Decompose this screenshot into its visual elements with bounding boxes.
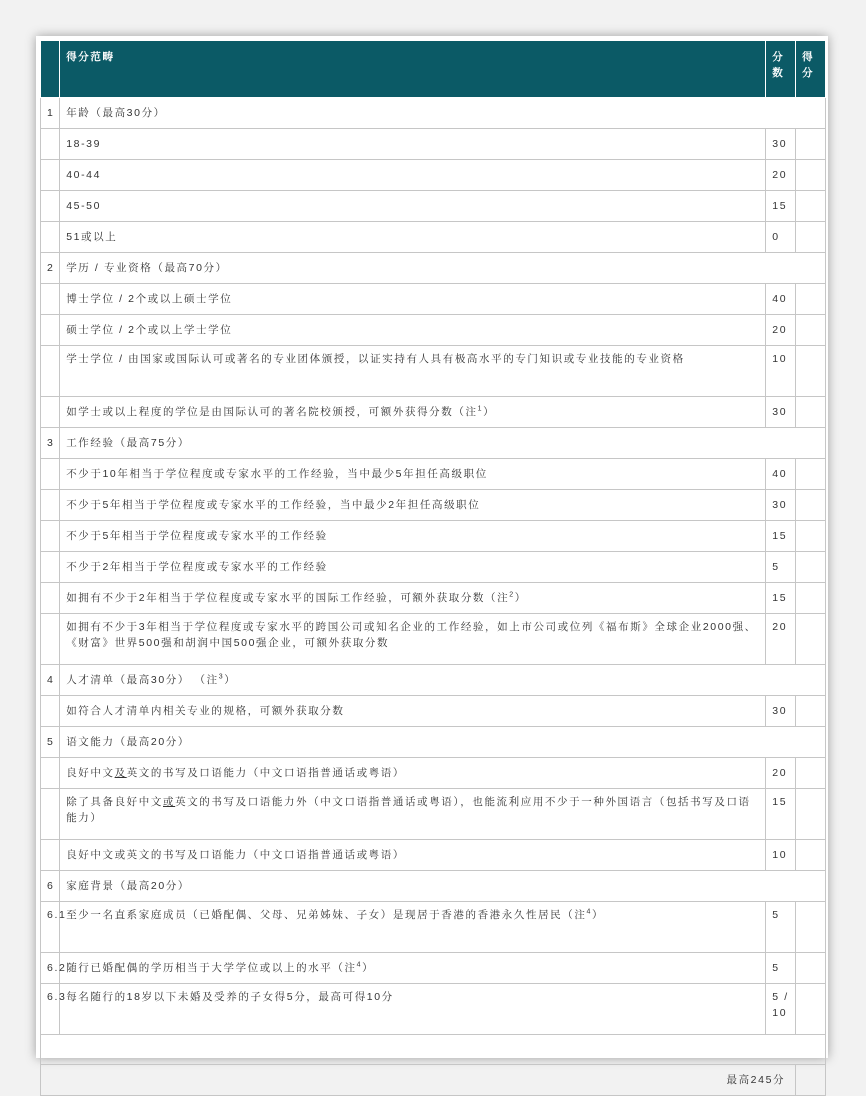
footnote-ref: 2 xyxy=(509,591,515,599)
row-points: 0 xyxy=(766,222,796,253)
row-label: 学士学位 / 由国家或国际认可或著名的专业团体颁授，以证实持有人具有极高水平的专门知识或专业技能的专业资格 xyxy=(60,346,766,397)
table-row xyxy=(41,129,826,160)
row-label: 如学士或以上程度的学位是由国际认可的著名院校颁授，可额外获得分数（注$^1$） xyxy=(60,397,766,428)
blank-row xyxy=(41,1035,826,1065)
score-cell xyxy=(796,284,826,315)
row-num: 6.3 xyxy=(41,984,60,1035)
table-row xyxy=(41,902,826,953)
header-category: 得分范畴 xyxy=(60,41,766,98)
row-points: 10 xyxy=(766,840,796,871)
section-num: 6 xyxy=(41,871,60,902)
table-row xyxy=(41,346,826,397)
footnote-ref: 1 xyxy=(477,405,484,413)
row-label: 51或以上 xyxy=(60,222,766,253)
section-row-talent xyxy=(41,665,826,696)
score-cell xyxy=(796,840,826,871)
footnote-ref: 4 xyxy=(586,908,592,916)
table-row xyxy=(41,160,826,191)
row-points: 40 xyxy=(766,284,796,315)
table-row xyxy=(41,521,826,552)
row-points: 40 xyxy=(766,459,796,490)
score-cell xyxy=(796,789,826,840)
score-cell xyxy=(796,459,826,490)
table-row xyxy=(41,222,826,253)
row-label: 如符合人才清单内相关专业的规格，可额外获取分数 xyxy=(60,696,766,727)
scoring-table xyxy=(40,40,826,1096)
row-points: 20 xyxy=(766,614,796,665)
score-cell xyxy=(796,696,826,727)
section-row-language xyxy=(41,727,826,758)
row-points: 20 xyxy=(766,160,796,191)
table-row xyxy=(41,984,826,1035)
row-label: 良好中文及英文的书写及口语能力（中文口语指普通话或粤语） xyxy=(60,758,766,789)
section-title: 人才清单（最高30分） （注$^3$） xyxy=(60,665,826,696)
row-points: 30 xyxy=(766,397,796,428)
section-num: 4 xyxy=(41,665,60,696)
footnote-ref: 3 xyxy=(218,673,225,681)
row-label: 不少于10年相当于学位程度或专家水平的工作经验，当中最少5年担任高级职位 xyxy=(60,459,766,490)
table-row xyxy=(41,614,826,665)
table-row xyxy=(41,191,826,222)
row-points: 5 xyxy=(766,953,796,984)
section-title: 年龄（最高30分） xyxy=(60,98,826,129)
table-row xyxy=(41,953,826,984)
row-label: 如拥有不少于3年相当于学位程度或专家水平的跨国公司或知名企业的工作经验，如上市公司或位列《福布斯》全球企业2000强、《财富》世界500强和胡润中国500强企业，可额外获取分数 xyxy=(60,614,766,665)
row-num: 6.1 xyxy=(41,902,60,953)
total-label: 最高245分 xyxy=(41,1065,796,1096)
row-label: 除了具备良好中文或英文的书写及口语能力外（中文口语指普通话或粤语），也能流利应用不少于一种外国语言（包括书写及口语能力） xyxy=(60,789,766,840)
row-label: 45-50 xyxy=(60,191,766,222)
total-row xyxy=(41,1065,826,1096)
score-cell xyxy=(796,160,826,191)
total-score-cell xyxy=(796,1065,826,1096)
table-row xyxy=(41,284,826,315)
section-title: 语文能力（最高20分） xyxy=(60,727,826,758)
section-row-education xyxy=(41,253,826,284)
table-row xyxy=(41,583,826,614)
table-row xyxy=(41,397,826,428)
row-points: 15 xyxy=(766,583,796,614)
score-cell xyxy=(796,397,826,428)
row-points: 15 xyxy=(766,521,796,552)
score-cell xyxy=(796,315,826,346)
section-num: 5 xyxy=(41,727,60,758)
section-row-work xyxy=(41,428,826,459)
row-label: 至少一名直系家庭成员（已婚配偶、父母、兄弟姊妹、子女）是现居于香港的香港永久性居民（注$^4$） xyxy=(60,902,766,953)
section-num: 3 xyxy=(41,428,60,459)
score-cell xyxy=(796,614,826,665)
score-cell xyxy=(796,191,826,222)
row-points: 30 xyxy=(766,490,796,521)
row-label: 良好中文或英文的书写及口语能力（中文口语指普通话或粤语） xyxy=(60,840,766,871)
row-num: 6.2 xyxy=(41,953,60,984)
score-cell xyxy=(796,902,826,953)
table-row xyxy=(41,789,826,840)
row-points: 5 / 10 xyxy=(766,984,796,1035)
score-cell xyxy=(796,984,826,1035)
row-label: 40-44 xyxy=(60,160,766,191)
row-label: 18-39 xyxy=(60,129,766,160)
table-row xyxy=(41,552,826,583)
section-num: 2 xyxy=(41,253,60,284)
table-row xyxy=(41,459,826,490)
section-title: 学历 / 专业资格（最高70分） xyxy=(60,253,826,284)
row-points: 10 xyxy=(766,346,796,397)
row-points: 30 xyxy=(766,696,796,727)
row-points: 20 xyxy=(766,758,796,789)
table-header-row xyxy=(41,41,826,98)
table-row xyxy=(41,490,826,521)
score-cell xyxy=(796,222,826,253)
row-points: 15 xyxy=(766,789,796,840)
section-title: 工作经验（最高75分） xyxy=(60,428,826,459)
score-cell xyxy=(796,490,826,521)
score-cell xyxy=(796,346,826,397)
row-label: 随行已婚配偶的学历相当于大学学位或以上的水平（注$^4$） xyxy=(60,953,766,984)
table-row xyxy=(41,758,826,789)
row-label: 如拥有不少于2年相当于学位程度或专家水平的国际工作经验，可额外获取分数（注$^2$） xyxy=(60,583,766,614)
header-num xyxy=(41,41,60,98)
header-score: 得分 xyxy=(796,41,826,98)
row-label: 硕士学位 / 2个或以上学士学位 xyxy=(60,315,766,346)
row-label: 每名随行的18岁以下未婚及受养的子女得5分，最高可得10分 xyxy=(60,984,766,1035)
row-points: 20 xyxy=(766,315,796,346)
row-label: 不少于2年相当于学位程度或专家水平的工作经验 xyxy=(60,552,766,583)
row-points: 5 xyxy=(766,902,796,953)
score-cell xyxy=(796,552,826,583)
score-cell xyxy=(796,758,826,789)
row-points: 15 xyxy=(766,191,796,222)
section-title: 家庭背景（最高20分） xyxy=(60,871,826,902)
table-row xyxy=(41,315,826,346)
footnote-ref: 4 xyxy=(356,961,363,969)
score-cell xyxy=(796,583,826,614)
section-row-age xyxy=(41,98,826,129)
score-cell xyxy=(796,953,826,984)
row-label: 不少于5年相当于学位程度或专家水平的工作经验 xyxy=(60,521,766,552)
table-row xyxy=(41,696,826,727)
row-label: 不少于5年相当于学位程度或专家水平的工作经验，当中最少2年担任高级职位 xyxy=(60,490,766,521)
row-points: 30 xyxy=(766,129,796,160)
table-row xyxy=(41,840,826,871)
score-cell xyxy=(796,129,826,160)
score-cell xyxy=(796,521,826,552)
header-points: 分数 xyxy=(766,41,796,98)
document-sheet xyxy=(36,36,828,1086)
row-points: 5 xyxy=(766,552,796,583)
section-row-family xyxy=(41,871,826,902)
section-num: 1 xyxy=(41,98,60,129)
row-label: 博士学位 / 2个或以上硕士学位 xyxy=(60,284,766,315)
